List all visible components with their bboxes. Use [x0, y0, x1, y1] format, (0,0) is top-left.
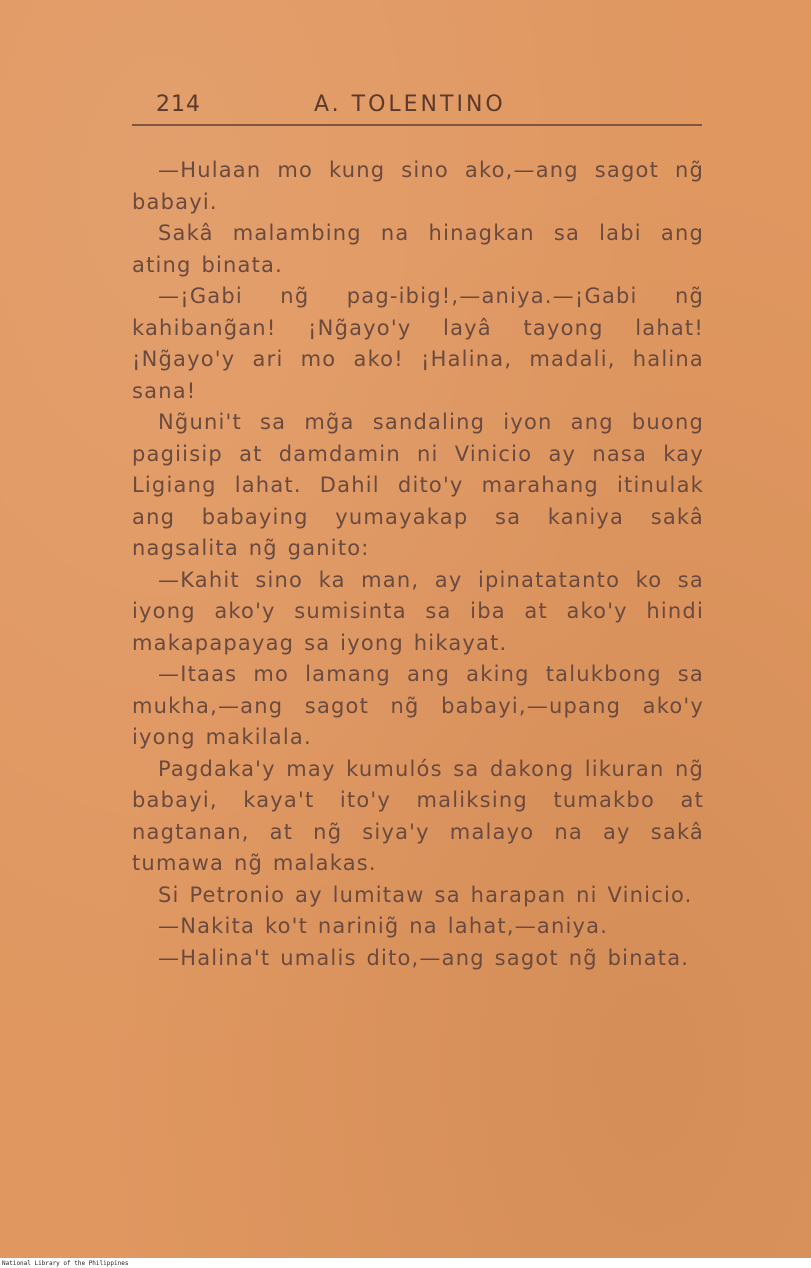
paragraph: —Nakita ko't narinig̃ na lahat,—aniya. — [158, 914, 609, 938]
paragraph: Ng̃uni't sa mg̃a sandaling iyon ang buong pagiisip at damdamin ni Vinicio ay nasa kay Ligiang lahat. Dahil dito'y marahang itinulak ang babaying yumayakap sa kaniya sakâ nagsalita ng̃ ganito: — [132, 410, 704, 560]
paragraph: —Halina't umalis dito,—ang sagot ng̃ binata. — [158, 945, 690, 970]
running-head: A. TOLENTINO — [314, 92, 506, 117]
paragraph: —Hulaan mo kung sino ako,—ang sagot ng̃ babayi. — [132, 158, 704, 214]
paragraph: —Itaas mo lamang ang aking talukbong sa mukha,—ang sagot ng̃ babayi,—upang ako'y iyong makilala. — [132, 662, 704, 749]
body-text — [132, 155, 704, 974]
paragraph: Sakâ malambing na hinagkan sa labi ang ating binata. — [132, 221, 704, 277]
header-rule — [132, 124, 702, 126]
paragraph: Pagdaka'y may kumulós sa dakong likuran ng̃ babayi, kaya't ito'y maliksing tumakbo at nagtanan, at ng̃ siya'y malayo na ay sakâ tumawa ng̃ malakas. — [132, 756, 704, 875]
library-credit: National Library of the Philippines — [2, 1260, 129, 1267]
paragraph: —Kahit sino ka man, ay ipinatatanto ko sa iyong ako'y sumisinta sa iba at ako'y hindi makapapayag sa iyong hikayat. — [132, 567, 704, 655]
page-header — [132, 92, 702, 128]
page-number: 214 — [156, 92, 201, 117]
paragraph: —¡Gabi ng̃ pag-ibig!,—aniya.—¡Gabi ng̃ kahibang̃an! ¡Ng̃ayo'y layâ tayong lahat! ¡Ng̃ayo'y ari mo ako! ¡Halina, madali, halina sana! — [132, 284, 704, 403]
paragraph: Si Petronio ay lumitaw sa harapan ni Vinicio. — [158, 882, 693, 907]
